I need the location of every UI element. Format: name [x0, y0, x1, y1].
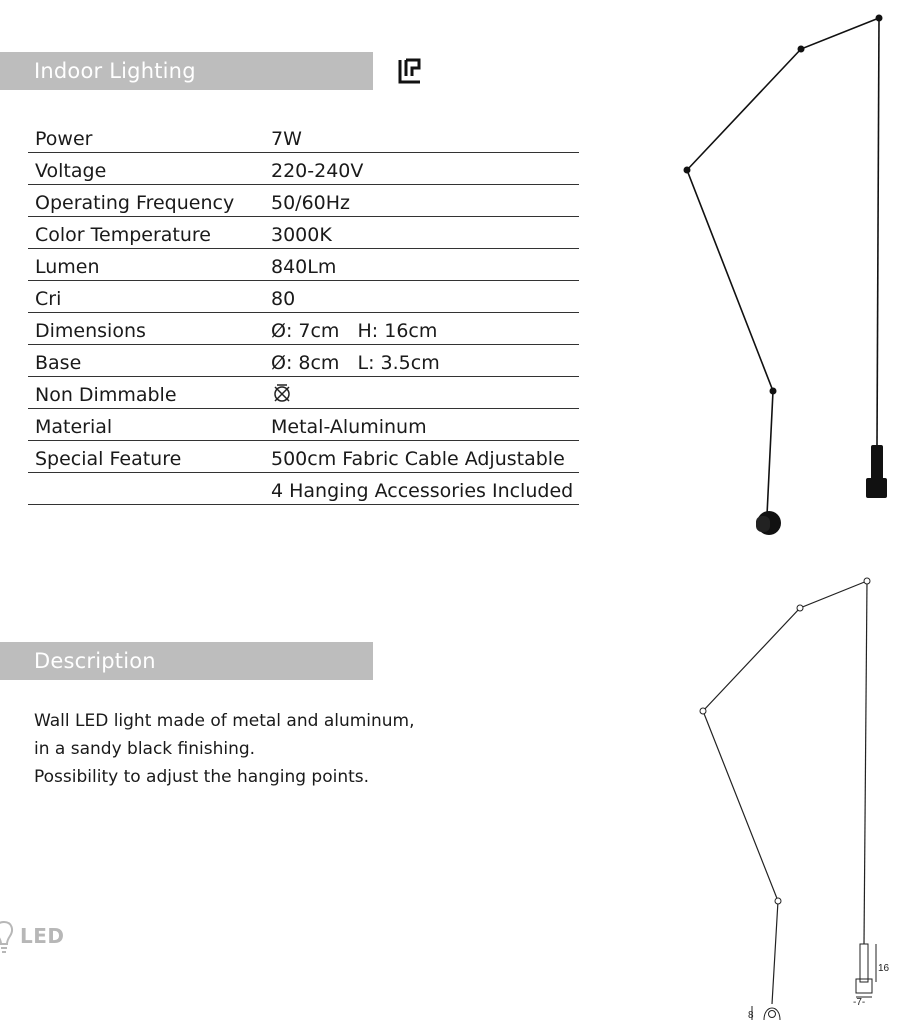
spec-label: Color Temperature [28, 217, 264, 249]
description-line: in a sandy black finishing. [34, 739, 256, 759]
table-row [28, 153, 579, 185]
hanging-points [684, 15, 883, 395]
description-line: Possibility to adjust the hanging points. [34, 767, 370, 787]
table-row [28, 409, 579, 441]
drawing-wall-lamp [752, 1006, 780, 1020]
spec-label: Power [28, 121, 264, 153]
led-badge [0, 918, 80, 958]
table-row [28, 249, 579, 281]
spec-label: Non Dimmable [28, 377, 264, 409]
wall-lamp-head [756, 511, 781, 535]
spec-label: Special Feature [28, 441, 264, 473]
led-label: LED [20, 924, 65, 948]
spec-value: Metal-Aluminum [264, 409, 579, 441]
spec-label [28, 473, 264, 505]
spec-value: 4 Hanging Accessories Included [264, 473, 579, 505]
description-title: Description [34, 649, 156, 673]
non-dimmable-icon [271, 382, 293, 404]
table-row [28, 377, 579, 409]
spec-value: 7W [264, 121, 579, 153]
spec-value: 50/60Hz [264, 185, 579, 217]
table-row [28, 217, 579, 249]
drawing-cable-lines [703, 581, 867, 1004]
diameter-value: Ø: 7cm [271, 320, 340, 342]
product-photo [670, 10, 900, 540]
brand-logo-icon [397, 57, 423, 85]
spec-label: Operating Frequency [28, 185, 264, 217]
spec-value: 3000K [264, 217, 579, 249]
spec-label: Cri [28, 281, 264, 313]
base-diameter-value: Ø: 8cm [271, 352, 340, 374]
table-row [28, 313, 579, 345]
description-banner [0, 642, 373, 680]
spec-value [264, 313, 579, 345]
pendant-lamp-head [866, 445, 887, 498]
spec-label: Base [28, 345, 264, 377]
table-row [28, 185, 579, 217]
spec-value: 220-240V [264, 153, 579, 185]
table-row [28, 345, 579, 377]
table-row [28, 121, 579, 153]
spec-value: 80 [264, 281, 579, 313]
drawing-hanging-points [700, 578, 870, 904]
description-line: Wall LED light made of metal and aluminum, [34, 711, 415, 731]
dim-base-label: 8 [748, 1010, 754, 1020]
spec-value [264, 377, 579, 409]
drawing-pendant-lamp [856, 944, 876, 997]
description-text [34, 707, 415, 791]
base-length-value: L: 3.5cm [357, 352, 440, 374]
indoor-lighting-banner [0, 52, 373, 90]
spec-value [264, 345, 579, 377]
cable-lines [687, 18, 879, 515]
table-row [28, 473, 579, 505]
dim-width-label: -7- [853, 997, 866, 1008]
spec-table [28, 121, 579, 505]
spec-label: Lumen [28, 249, 264, 281]
spec-value: 840Lm [264, 249, 579, 281]
spec-label: Dimensions [28, 313, 264, 345]
table-row [28, 441, 579, 473]
spec-value: 500cm Fabric Cable Adjustable [264, 441, 579, 473]
spec-label: Voltage [28, 153, 264, 185]
technical-drawing [690, 572, 900, 1020]
table-row [28, 281, 579, 313]
spec-label: Material [28, 409, 264, 441]
bulb-icon [0, 918, 14, 958]
indoor-lighting-title: Indoor Lighting [34, 59, 196, 83]
dim-height-label: 16 [878, 963, 890, 974]
height-value: H: 16cm [357, 320, 438, 342]
